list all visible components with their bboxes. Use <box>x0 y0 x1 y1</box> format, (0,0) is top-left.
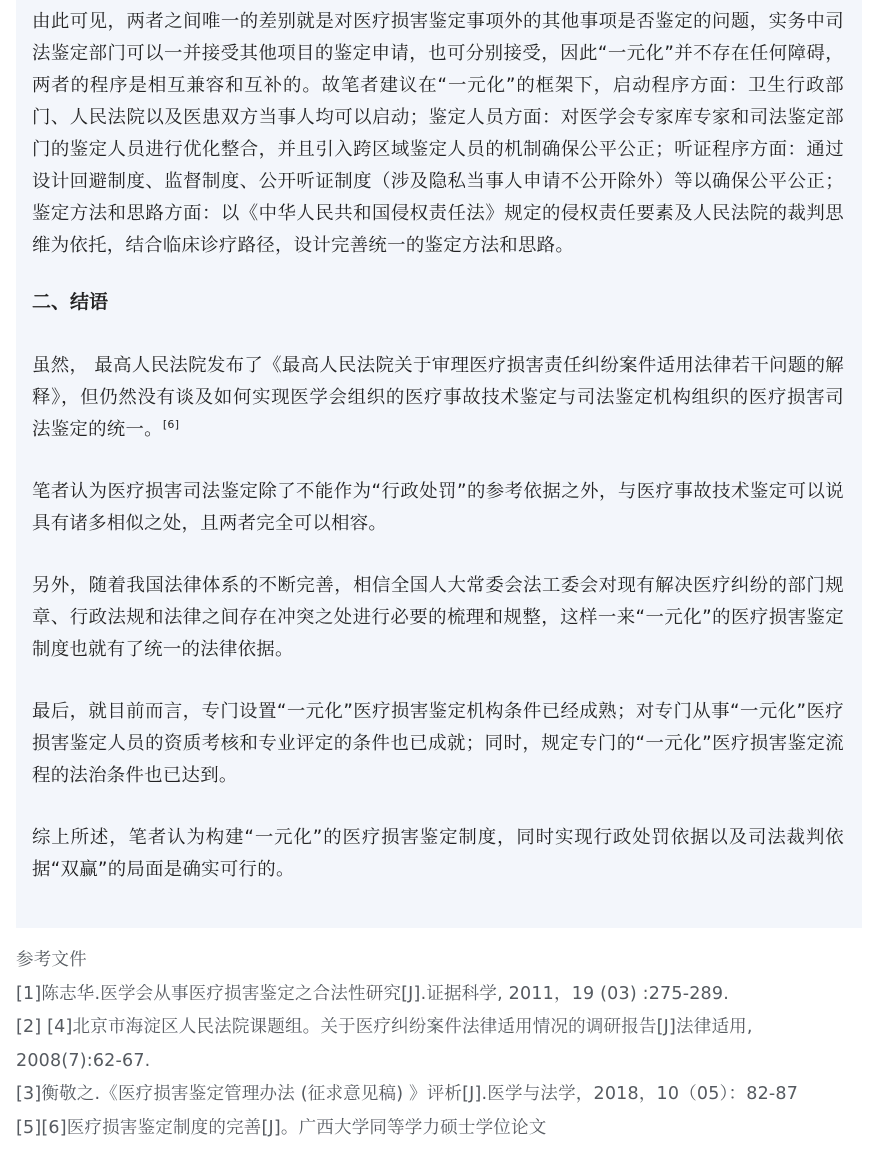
reference-item: [3]衡敬之.《医疗损害鉴定管理办法 (征求意见稿) 》评析[J].医学与法学，2018，10（05）：82-87 <box>16 1084 799 1104</box>
reference-item: [5][6]医疗损害鉴定制度的完善[J]。广西大学同等学力硕士学位论文 <box>16 1117 547 1138</box>
references-title: 参考文件 <box>16 950 87 970</box>
paragraph-author-opinion: 笔者认为医疗损害司法鉴定除了不能作为“行政处罚”的参考依据之外，与医疗事故技术鉴定可以说具有诸多相似之处，且两者完全可以相容。 <box>32 481 844 534</box>
paragraph-supreme-court-text: 虽然， 最高人民法院发布了《最高人民法院关于审理医疗损害责任纠纷案件适用法律若干问题的解释》，但仍然没有谈及如何实现医学会组织的医疗事故技术鉴定与司法鉴定机构组织的医疗损害司法鉴定的统一。 <box>32 355 844 440</box>
references-section <box>16 944 856 1145</box>
paragraph-supreme-court <box>32 350 844 446</box>
section-heading: 二、结语 <box>32 291 109 313</box>
article-body <box>16 0 862 928</box>
reference-item: [2] [4]北京市海淀区人民法院课题组。关于医疗纠纷案件法律适用情况的调研报告[J]法律适用, 2008(7):62-67. <box>16 1017 753 1071</box>
paragraph-conditions: 最后，就目前而言，专门设置“一元化”医疗损害鉴定机构条件已经成熟；对专门从事“一元化”医疗损害鉴定人员的资质考核和专业评定的条件也已成就；同时，规定专门的“一元化”医疗损害鉴定流程的法治条件也已达到。 <box>32 701 844 786</box>
reference-item: [1]陈志华.医学会从事医疗损害鉴定之合法性研究[J].证据科学, 2011，19 (03) :275-289. <box>16 983 729 1004</box>
paragraph-conclusion-proposal: 由此可见，两者之间唯一的差别就是对医疗损害鉴定事项外的其他事项是否鉴定的问题，实务中司法鉴定部门可以一并接受其他项目的鉴定申请，也可分别接受，因此“一元化”并不存在任何障碍，两者的程序是相互兼容和互补的。故笔者建议在“一元化”的框架下，启动程序方面：卫生行政部门、人民法院以及医患双方当事人均可以启动；鉴定人员方面：对医学会专家库专家和司法鉴定部门的鉴定人员进行优化整合，并且引入跨区域鉴定人员的机制确保公平公正；听证程序方面：通过设计回避制度、监督制度、公开听证制度（涉及隐私当事人申请不公开除外）等以确保公平公正；鉴定方法和思路方面：以《中华人民共和国侵权责任法》规定的侵权责任要素及人民法院的裁判思维为依托，结合临床诊疗路径，设计完善统一的鉴定方法和思路。 <box>32 11 844 256</box>
citation-link[interactable]: [6] <box>162 417 180 431</box>
paragraph-legal-system: 另外，随着我国法律体系的不断完善，相信全国人大常委会法工委会对现有解决医疗纠纷的部门规章、行政法规和法律之间存在冲突之处进行必要的梳理和规整，这样一来“一元化”的医疗损害鉴定制度也就有了统一的法律依据。 <box>32 575 844 660</box>
paragraph-summary: 综上所述，笔者认为构建“一元化”的医疗损害鉴定制度，同时实现行政处罚依据以及司法裁判依据“双赢”的局面是确实可行的。 <box>32 827 844 880</box>
